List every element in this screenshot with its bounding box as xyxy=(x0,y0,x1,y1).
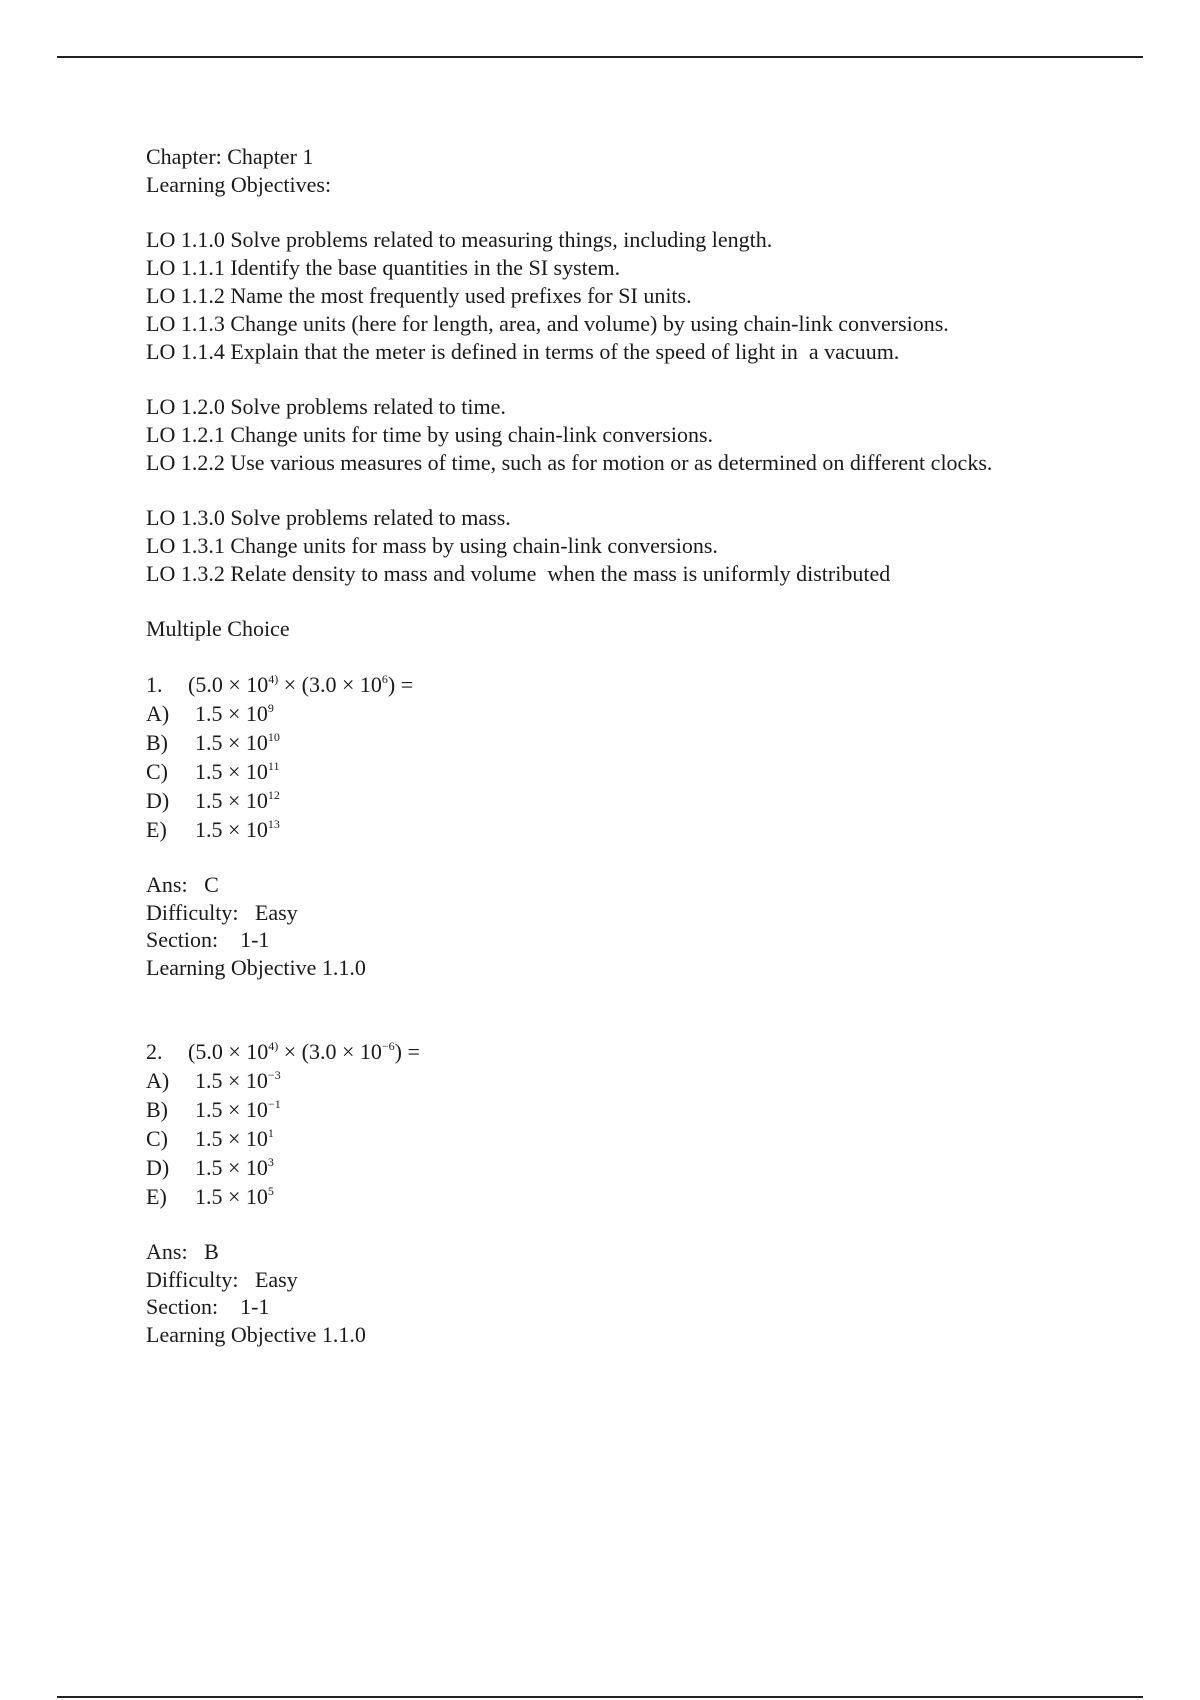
objective-group-1 xyxy=(146,226,1126,366)
objective-group-3 xyxy=(146,504,1126,588)
header-rule xyxy=(57,56,1143,58)
objective-item: LO 1.1.2 Name the most frequently used prefixes for SI units. xyxy=(146,283,692,308)
objectives-heading: Learning Objectives: xyxy=(146,172,332,197)
answer-option: D) $1.5 \times 10^3$ xyxy=(146,1155,274,1180)
objective-item: LO 1.2.2 Use various measures of time, such as for motion or as determined on different clocks. xyxy=(146,450,993,475)
section-title: Multiple Choice xyxy=(146,616,290,641)
objective-item: LO 1.3.2 Relate density to mass and volume when the mass is uniformly distributed xyxy=(146,561,891,586)
objective-item: LO 1.3.0 Solve problems related to mass. xyxy=(146,505,511,530)
objective-group-2 xyxy=(146,393,1126,477)
question-1 xyxy=(146,670,1126,844)
objective-item: LO 1.1.4 Explain that the meter is defined in terms of the speed of light in a vacuum. xyxy=(146,339,900,364)
answer-option: C) $1.5 \times 10^{11}$ xyxy=(146,759,280,784)
difficulty: Difficulty: Easy xyxy=(146,899,298,925)
answer-key: Ans: C xyxy=(146,872,219,897)
answer-option: B) $1.5 \times 10^{-1}$ xyxy=(146,1097,281,1122)
chapter-label: Chapter: Chapter 1 xyxy=(146,144,314,169)
objective-item: LO 1.1.0 Solve problems related to measuring things, including length. xyxy=(146,227,773,252)
answer-option: E) $1.5 \times 10^{13}$ xyxy=(146,817,280,842)
question-1-meta xyxy=(146,871,1126,981)
objective-item: LO 1.2.1 Change units for time by using chain-link conversions. xyxy=(146,422,714,447)
question-2 xyxy=(146,1037,1126,1211)
objective-item: LO 1.1.3 Change units (here for length, area, and volume) by using chain-link conversions. xyxy=(146,311,949,336)
answer-option: D) $1.5 \times 10^{12}$ xyxy=(146,788,280,813)
section-ref: Section: 1-1 xyxy=(146,1294,270,1319)
answer-option: B) $1.5 \times 10^{10}$ xyxy=(146,730,280,755)
answer-key: Ans: B xyxy=(146,1239,219,1264)
learning-objective-ref: Learning Objective 1.1.0 xyxy=(146,954,366,980)
section-ref: Section: 1-1 xyxy=(146,927,270,952)
footer-rule xyxy=(57,1696,1143,1698)
objective-item: LO 1.2.0 Solve problems related to time. xyxy=(146,394,506,419)
objective-item: LO 1.3.1 Change units for mass by using chain-link conversions. xyxy=(146,533,718,558)
question-stem: 1. ($5.0 \times 10^{4)} \times (3.0 \times 10^6)$ = xyxy=(146,672,414,697)
difficulty: Difficulty: Easy xyxy=(146,1266,298,1292)
answer-option: A) $1.5 \times 10^9$ xyxy=(146,701,274,726)
answer-option: E) $1.5 \times 10^5$ xyxy=(146,1184,274,1209)
answer-option: A) $1.5 \times 10^{-3}$ xyxy=(146,1068,281,1093)
learning-objective-ref: Learning Objective 1.1.0 xyxy=(146,1321,366,1347)
objective-item: LO 1.1.1 Identify the base quantities in the SI system. xyxy=(146,255,621,280)
question-stem: 2. ($5.0 \times 10^{4)} \times (3.0 \times 10^{-6})$ = xyxy=(146,1039,420,1064)
answer-option: C) $1.5 \times 10^1$ xyxy=(146,1126,274,1151)
document-body xyxy=(146,143,1126,1348)
question-2-meta xyxy=(146,1238,1126,1348)
